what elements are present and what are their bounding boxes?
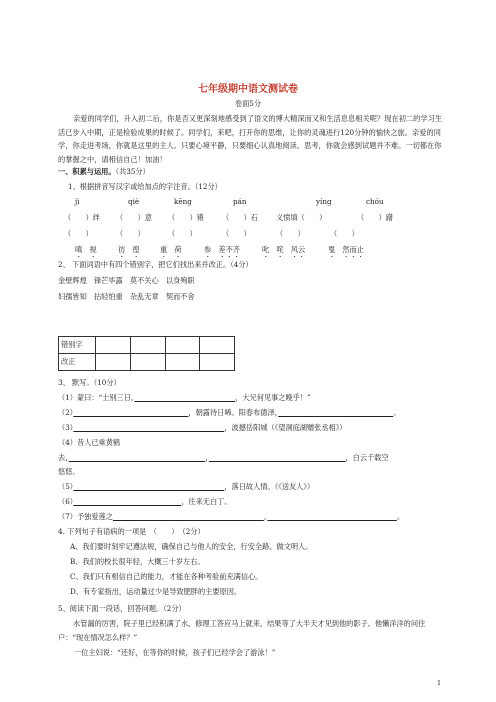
- dictation-1-blank[interactable]: [135, 393, 236, 402]
- table-label-wrong: 错别字: [59, 337, 96, 354]
- table-cell[interactable]: [96, 337, 131, 354]
- dictation-3: [58, 423, 347, 432]
- answer-blank-1[interactable]: （ ）: [64, 229, 93, 238]
- dictation-6-blank[interactable]: [73, 497, 181, 506]
- dictation-4-end: ，白云千载空: [345, 453, 389, 462]
- dictation-7-sep: ，: [263, 512, 268, 521]
- word-list-row-1: 金壁辉煌 锋芒毕露 莫不关心 以身殉职: [58, 276, 195, 285]
- section-title: 一、积累与运用。: [58, 167, 116, 176]
- pinyin-1: jì: [75, 197, 80, 206]
- dictation-2-blank-b[interactable]: [278, 408, 393, 417]
- section-heading: [58, 167, 150, 176]
- dictation-1-suffix: ，大兄何见事之晚乎！”: [235, 393, 311, 402]
- dictation-1: [58, 393, 311, 402]
- question-3: 3、 默写。（10分）: [58, 378, 121, 387]
- table-cell[interactable]: [130, 337, 165, 354]
- question-4: 4. 下列句子有语病的一项是 （ ） （2分）: [58, 527, 205, 536]
- char-item-4: 参 差不齐: [204, 245, 240, 254]
- dictation-3-prefix: （3）: [58, 423, 74, 432]
- answer-blank-6[interactable]: （ ）: [330, 229, 359, 238]
- pinyin-4: pán: [233, 197, 247, 206]
- page-number: 1: [437, 680, 441, 687]
- correction-table: [58, 336, 235, 371]
- reading-paragraph-1: 水管漏的厉害，院子里已经积满了水，修理工答应马上就来，结果等了大半天才见到他的影子。他懒洋洋的问住户：“现在情况怎么样？”: [58, 619, 426, 642]
- dictation-5-prefix: （5）: [58, 482, 74, 491]
- answer-blank-5[interactable]: （ ）: [276, 229, 305, 238]
- dictation-2-mid: ，朝露待日晞。阳春布德泽，: [188, 408, 279, 417]
- dictation-4-blank-b[interactable]: [209, 453, 346, 462]
- dictation-4: （4）昔人已乘黄鹤: [58, 438, 121, 447]
- dictation-2-end: 。: [393, 408, 401, 417]
- table-cell[interactable]: [200, 337, 235, 354]
- dictation-7: [58, 512, 404, 521]
- char-item-3: 重 荷: [160, 245, 182, 254]
- blank-1[interactable]: （ ）绊: [64, 213, 100, 222]
- dictation-7-blank-a[interactable]: [113, 512, 264, 521]
- dictation-1-prefix: （1）蒙曰：“士别三日，: [58, 393, 135, 402]
- dictation-5-blank[interactable]: [73, 482, 224, 491]
- dictation-4-blank-a[interactable]: [69, 453, 206, 462]
- question-2: 2、 下面词语中有四个错别字，把它们找出来并改正。（4分）: [58, 260, 253, 269]
- reading-paragraph-2: 一位主妇说：“还好，在等你的时候，孩子们已经学会了游泳！”: [74, 648, 276, 657]
- dictation-4-prefix: 去，: [58, 453, 69, 462]
- dictation-4-line-3: 悠悠。: [58, 467, 80, 476]
- char-item-6: 戛 然而止: [328, 245, 364, 254]
- dictation-3-suffix: ，波撼岳阳城（《望洞庭湖赠张丞相》）: [224, 423, 347, 432]
- table-row: [59, 337, 235, 354]
- dictation-6-suffix: ，往来无白丁。: [181, 497, 232, 506]
- table-label-correct: 改正: [59, 354, 96, 371]
- table-cell[interactable]: [96, 354, 131, 371]
- dictation-4-sep: ，: [205, 453, 209, 462]
- dictation-2-prefix: （2）: [58, 408, 74, 417]
- intro-paragraph: 亲爱的同学们，升入初二后，你是否又更深刻地感受到了语文的博大精深而又和生活息息相关呢？现在初二的学习生活已步入中期，正是检验成果的时候了。同学们，来吧，打开你的思维，让你的灵魂进行120分钟的愉快之旅。亲爱的同学，你走进考场，你就是这里的主人。只要心境平静，只要细心认真地阅读、思考，你就会感到试题并不难。一切都在你的掌握之中，请相信自己！加油！: [58, 114, 443, 164]
- char-item-1: 嗔 视: [75, 245, 97, 254]
- dictation-2-blank-a[interactable]: [73, 408, 188, 417]
- dictation-4-line-2: [58, 453, 389, 462]
- section-score: （共35分）: [115, 167, 150, 176]
- option-c: C、我们只有相信自己的能力，才能在各种考验前充满信心。: [70, 572, 263, 581]
- table-cell[interactable]: [200, 354, 235, 371]
- option-b: B、我们的校长很年轻，大概三十岁左右。: [70, 557, 205, 566]
- pinyin-3: kēng: [174, 197, 192, 206]
- pinyin-5: yíng: [316, 197, 332, 206]
- blank-4[interactable]: （ ）石: [222, 213, 258, 222]
- dictation-5-suffix: ，落日故人情。（《送友人》）: [224, 482, 315, 491]
- answer-blank-3[interactable]: （ ）: [168, 229, 197, 238]
- dictation-7-blank-b[interactable]: [267, 512, 396, 521]
- pinyin-6: chóu: [366, 197, 384, 206]
- table-cell[interactable]: [130, 354, 165, 371]
- blank-5[interactable]: 义愤填（ ）: [276, 213, 327, 222]
- dictation-5: [58, 482, 314, 491]
- pinyin-2: qiè: [128, 197, 140, 206]
- answer-blank-4[interactable]: （ ）: [222, 229, 251, 238]
- question-1: 1、根据拼音写汉字或给加点的字注音。（12分）: [68, 182, 222, 191]
- dictation-6: [58, 497, 232, 506]
- option-a: A、我们要时刻牢记遵法规，确保自己与他人的安全，行安全路、做文明人。: [70, 542, 313, 551]
- answer-blank-2[interactable]: （ ）: [116, 229, 145, 238]
- document-subtitle: 卷面5分: [234, 99, 262, 108]
- table-cell[interactable]: [165, 337, 200, 354]
- table-cell[interactable]: [165, 354, 200, 371]
- option-d: D、有专家指出，运动量过少是导致肥胖的主要原因。: [70, 587, 242, 596]
- blank-2[interactable]: （ ）意: [116, 213, 152, 222]
- blank-6[interactable]: （ ）躇: [357, 213, 393, 222]
- table-row: [59, 354, 235, 371]
- dictation-2: [58, 408, 400, 417]
- word-list-row-2: 妇孺皆知 拈轻怕重 杂乱无章 契而不舍: [58, 292, 195, 301]
- dictation-6-prefix: （6）: [58, 497, 74, 506]
- dictation-3-blank[interactable]: [73, 423, 224, 432]
- blank-3[interactable]: （ ）锵: [168, 213, 204, 222]
- char-item-5: 叱 咤 风云: [262, 245, 306, 254]
- char-item-2: 彷 徨: [118, 245, 140, 254]
- dictation-7-end: 。: [396, 512, 405, 521]
- dictation-7-prefix: （7）予独爱莲之: [58, 512, 113, 521]
- document-title: 七年级期中语文测试卷: [198, 84, 298, 95]
- question-5: 5、阅读下面一段话，回答问题。（2分）: [58, 604, 186, 613]
